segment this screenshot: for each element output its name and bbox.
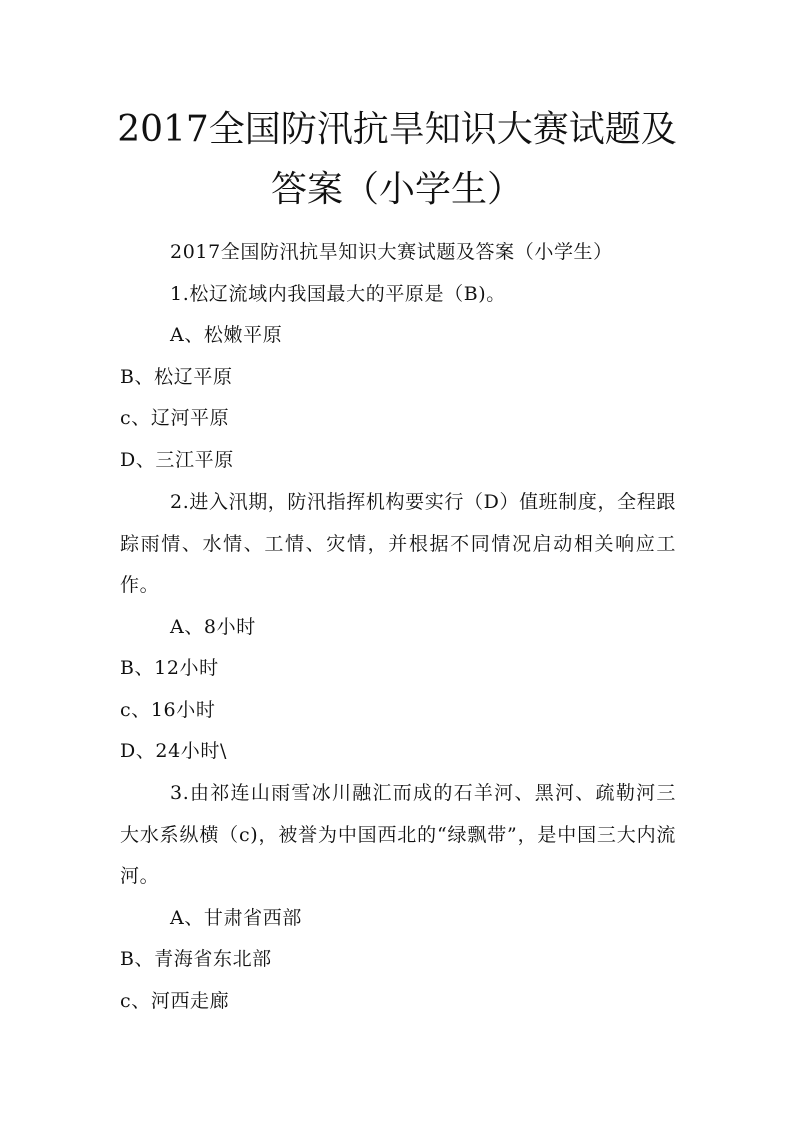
question-1-option-c: c、辽河平原	[120, 407, 230, 429]
question-2-text: 2.进入汛期，防汛指挥机构要实行（D）值班制度，全程跟踪雨情、水情、工情、灾情，并根据不同情况启动相关响应工作。	[120, 491, 676, 597]
document-title-line-2: 答案（小学生）	[270, 169, 523, 210]
document-title-line-1: 2017全国防汛抗旱知识大赛试题及	[117, 109, 677, 150]
question-3-text: 3.由祁连山雨雪冰川融汇而成的石羊河、黑河、疏勒河三大水系纵横（c)，被誉为中国西北的“绿飘带”，是中国三大内流河。	[120, 782, 676, 888]
question-1-text: 1.松辽流域内我国最大的平原是（B)。	[170, 283, 506, 305]
question-2-option-d: D、24小时\	[120, 740, 228, 762]
question-1-option-a: A、松嫩平原	[170, 324, 283, 346]
question-2-option-a: A、8小时	[170, 616, 256, 638]
document-subtitle: 2017全国防汛抗旱知识大赛试题及答案（小学生）	[170, 241, 613, 263]
question-3-option-c: c、河西走廊	[120, 990, 230, 1012]
question-2-option-c: c、16小时	[120, 699, 216, 721]
question-1-option-b: B、松辽平原	[120, 366, 233, 388]
question-3-option-a: A、甘肃省西部	[170, 907, 302, 929]
question-2-option-b: B、12小时	[120, 657, 219, 679]
question-3-option-b: B、青海省东北部	[120, 948, 272, 970]
question-1-option-d: D、三江平原	[120, 449, 234, 471]
